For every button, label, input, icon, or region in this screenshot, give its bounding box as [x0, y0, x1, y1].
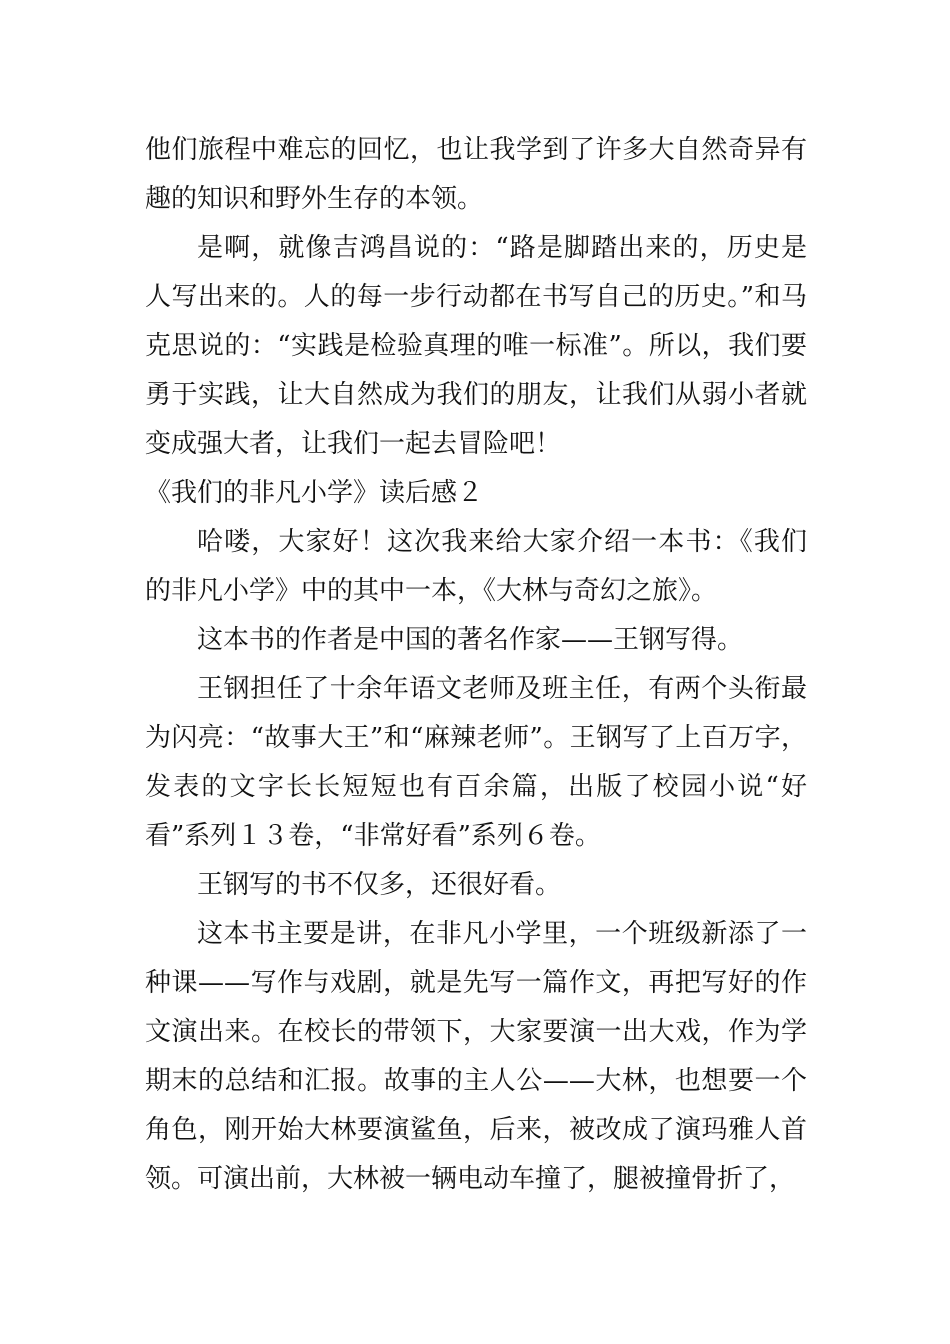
paragraph-author: 这本书的作者是中国的著名作家——王钢写得。 — [197, 625, 744, 655]
section-heading: 《我们的非凡小学》读后感２ — [145, 478, 484, 508]
paragraph-author-bio: 王钢担任了十余年语文老师及班主任，有两个头衔最为闪亮：“故事大王”和“麻辣老师”。王钢写了上百万字，发表的文字长长短短也有百余篇，出版了校园小说“好看”系列１３卷，“非常好看”系列６卷。 — [145, 674, 807, 851]
paragraph-intro: 哈喽，大家好！这次我来给大家介绍一本书：《我们的非凡小学》中的其中一本，《大林与奇幻之旅》。 — [145, 527, 807, 606]
paragraph-books: 王钢写的书不仅多，还很好看。 — [197, 870, 562, 900]
document-body — [145, 126, 807, 1204]
paragraph-quote: 是啊，就像吉鸿昌说的：“路是脚踏出来的，历史是人写出来的。人的每一步行动都在书写自己的历史。”和马克思说的：“实践是检验真理的唯一标准”。所以，我们要勇于实践，让大自然成为我们的朋友，让我们从弱小者就变成强大者，让我们一起去冒险吧！ — [145, 233, 807, 459]
paragraph-continuation: 他们旅程中难忘的回忆，也让我学到了许多大自然奇异有趣的知识和野外生存的本领。 — [145, 135, 807, 214]
paragraph-summary: 这本书主要是讲，在非凡小学里，一个班级新添了一种课——写作与戏剧，就是先写一篇作文，再把写好的作文演出来。在校长的带领下，大家要演一出大戏，作为学期末的总结和汇报。故事的主人公——大林，也想要一个角色，刚开始大林要演鲨鱼，后来，被改成了演玛雅人首领。可演出前，大林被一辆电动车撞了，腿被撞骨折了， — [145, 919, 807, 1194]
